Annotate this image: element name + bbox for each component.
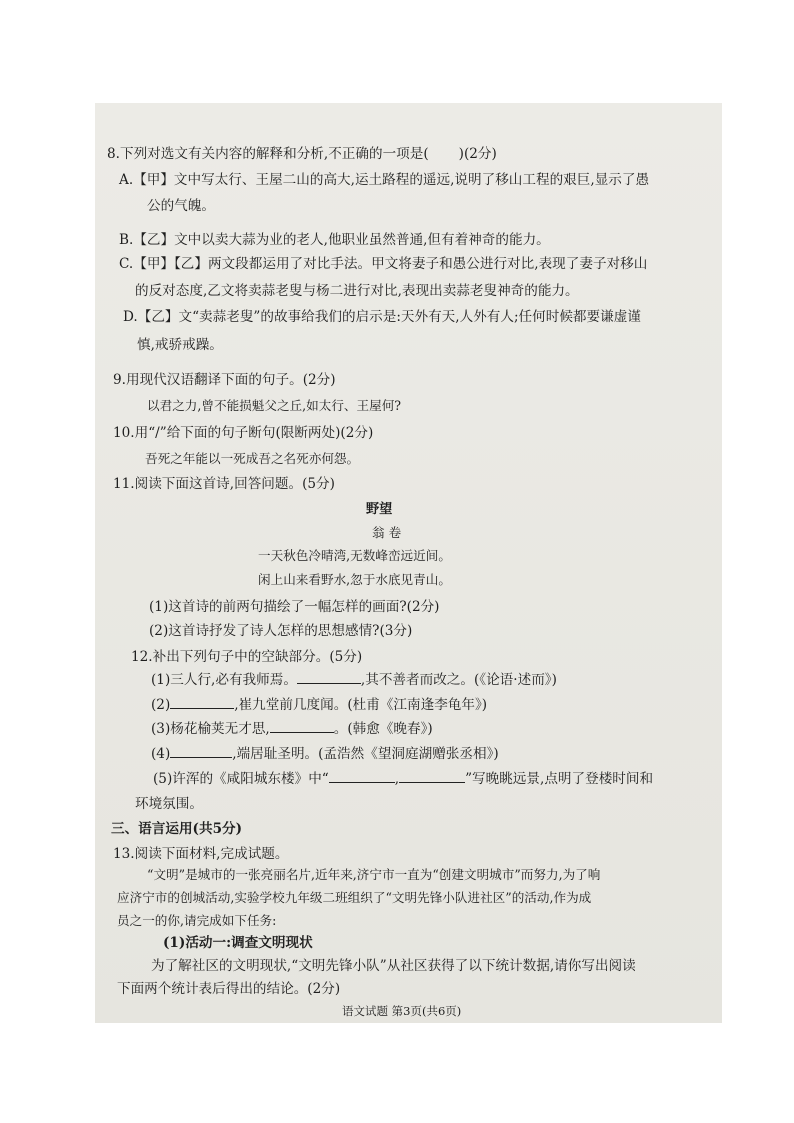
page-footer: 语文试题 第3页(共6页) xyxy=(342,1004,462,1018)
poem-author: 翁 卷 xyxy=(372,525,402,540)
q13-task-line2: 下面两个统计表后得出的结论。(2分) xyxy=(117,981,341,997)
q12-item-2 xyxy=(151,696,487,713)
q13-activity-1: (1)活动一:调查文明现状 xyxy=(163,935,313,951)
q13-material-line1: “文明”是城市的一张亮丽名片,近年来,济宁市一直为“创建文明城市”而努力,为了响 xyxy=(147,867,601,882)
q13-material-line3: 员之一的你,请完成如下任务: xyxy=(117,913,277,928)
q10-sentence: 吾死之年能以一死成吾之名死亦何怨。 xyxy=(145,451,360,466)
q12-item-3-text-a: (3)杨花榆荚无才思, xyxy=(151,721,270,737)
q8-option-c-line2: 的反对态度,乙文将卖蒜老叟与杨二进行对比,表现出卖蒜老叟神奇的能力。 xyxy=(135,283,579,299)
q12-item-5 xyxy=(153,770,653,787)
q12-item-1-text-b: ,其不善者而改之。(《论语·述而》) xyxy=(360,672,557,688)
q11-sub2: (2)这首诗抒发了诗人怎样的思想感情?(3分) xyxy=(149,623,413,639)
q12-item-4-text-b: ,端居耻圣明。(孟浩然《望洞庭湖赠张丞相》) xyxy=(232,746,499,762)
q12-item-4-text-a: (4) xyxy=(151,746,171,762)
q12-item-1-text-a: (1)三人行,必有我师焉。 xyxy=(151,672,297,688)
q12-item-5-cont: 环境氛围。 xyxy=(135,796,203,812)
q13-material-line2: 应济宁市的创城活动,实验学校九年级二班组织了“文明先锋小队进社区”的活动,作为成 xyxy=(117,890,592,905)
q13-task-line1: 为了解社区的文明现状,“文明先锋小队”从社区获得了以下统计数据,请你写出阅读 xyxy=(151,958,636,974)
fill-blank[interactable] xyxy=(170,745,232,758)
q12-item-3 xyxy=(151,720,433,737)
q8-stem-score: )(2分) xyxy=(458,146,497,162)
q12-stem: 12.补出下列句子中的空缺部分。(5分) xyxy=(131,649,363,665)
fill-blank[interactable] xyxy=(329,770,395,783)
q12-item-5-text-b: , xyxy=(394,771,400,787)
q8-stem-text: 8.下列对选文有关内容的解释和分析,不正确的一项是( xyxy=(107,146,429,162)
q12-item-2-text-b: ,崔九堂前几度闻。(杜甫《江南逢李龟年》) xyxy=(234,697,488,713)
q8-option-c-line1: C.【甲】【乙】两文段都运用了对比手法。甲文将妻子和愚公进行对比,表现了妻子对移山 xyxy=(119,256,648,272)
q12-item-3-text-b: 。(韩愈《晚春》) xyxy=(333,721,433,737)
fill-blank[interactable] xyxy=(170,696,234,709)
q8-option-a-line1: A.【甲】文中写太行、王屋二山的高大,运土路程的遥远,说明了移山工程的艰巨,显示了愚 xyxy=(119,172,650,188)
q11-stem: 11.阅读下面这首诗,回答问题。(5分) xyxy=(113,476,335,492)
q12-item-4 xyxy=(151,745,499,762)
q8-option-d-line2: 慎,戒骄戒躁。 xyxy=(137,337,223,353)
q9-sentence: 以君之力,曾不能损魁父之丘,如太行、王屋何? xyxy=(147,398,402,413)
poem-line-2: 闲上山来看野水,忽于水底见青山。 xyxy=(258,572,451,587)
fill-blank[interactable] xyxy=(399,770,465,783)
q13-stem: 13.阅读下面材料,完成试题。 xyxy=(113,846,289,862)
poem-title: 野望 xyxy=(366,502,393,517)
q8-option-d-line1: D.【乙】文“卖蒜老叟”的故事给我们的启示是:天外有天,人外有人;任何时候都要谦虚谨 xyxy=(123,309,641,325)
q12-item-5-text-c: ”写晚眺远景,点明了登楼时间和 xyxy=(465,771,654,787)
q12-item-5-text-a: (5)许浑的《咸阳城东楼》中“ xyxy=(153,771,329,787)
q11-sub1: (1)这首诗的前两句描绘了一幅怎样的画面?(2分) xyxy=(149,599,440,615)
q8-option-b: B.【乙】文中以卖大蒜为业的老人,他职业虽然普通,但有着神奇的能力。 xyxy=(119,232,550,248)
poem-line-1: 一天秋色冷晴湾,无数峰峦远近间。 xyxy=(258,548,451,563)
q8-option-a-line2: 公的气魄。 xyxy=(147,198,215,214)
q10-stem: 10.用“/”给下面的句子断句(限断两处)(2分) xyxy=(113,425,374,441)
section-title: 三、语言运用(共5分) xyxy=(111,821,243,837)
q12-item-1 xyxy=(151,671,557,688)
q8-stem xyxy=(107,146,497,162)
fill-blank[interactable] xyxy=(297,671,361,684)
fill-blank[interactable] xyxy=(270,720,334,733)
q12-item-2-text-a: (2) xyxy=(151,697,171,713)
q9-stem: 9.用现代汉语翻译下面的句子。(2分) xyxy=(113,372,336,388)
